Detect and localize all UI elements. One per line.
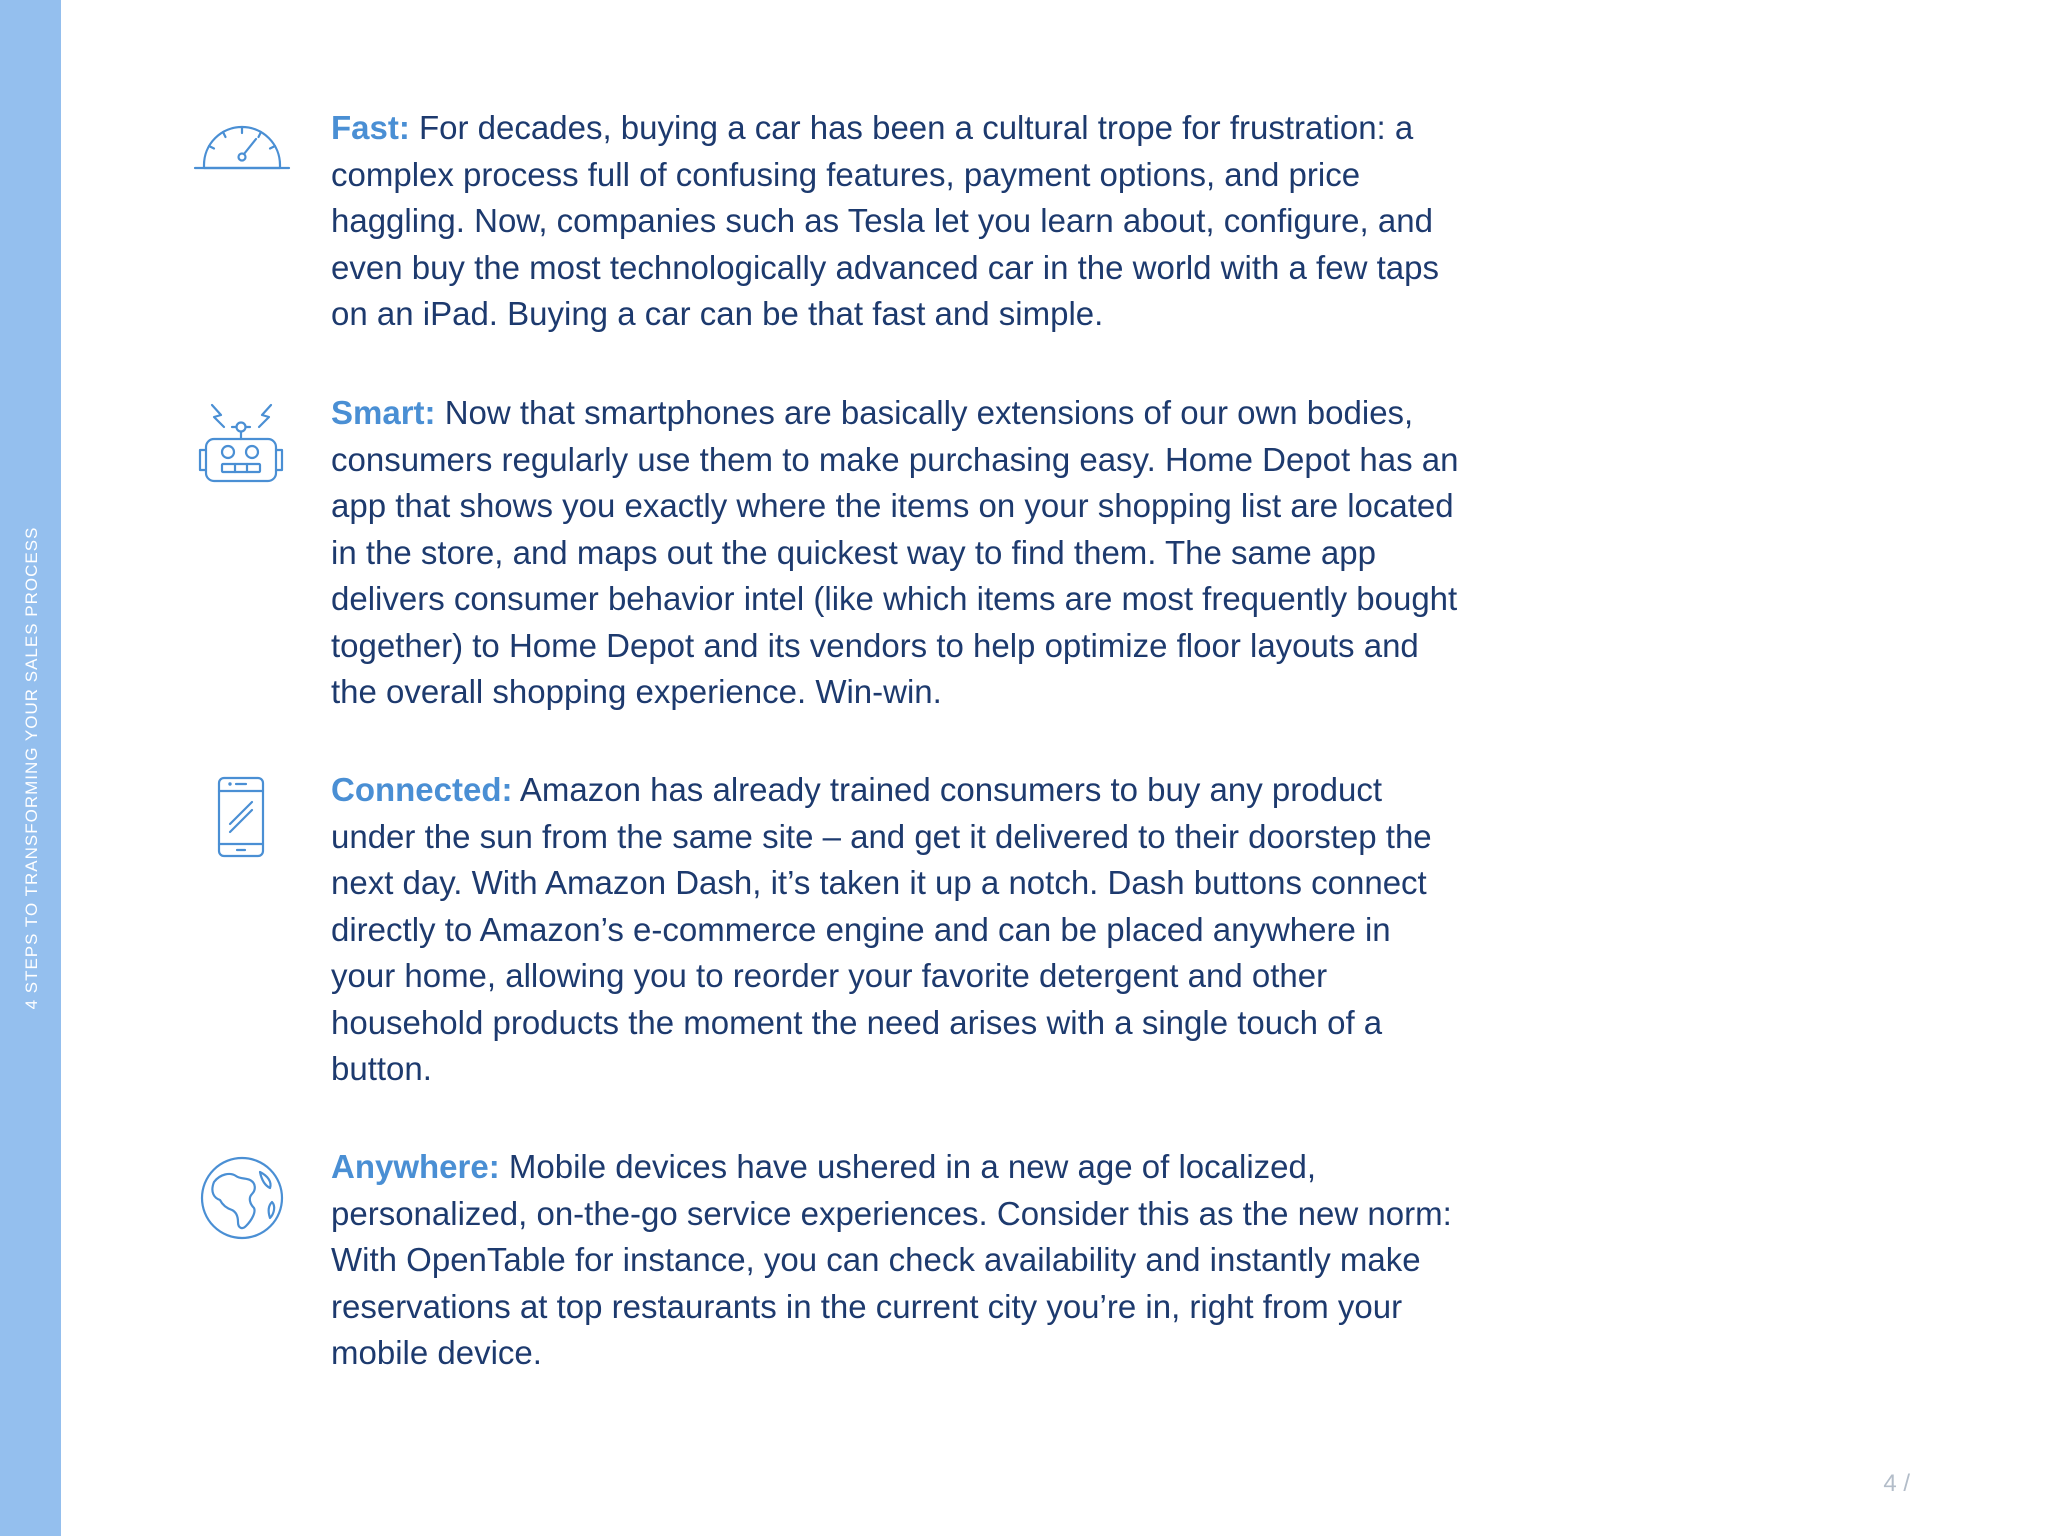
section-text [331, 390, 1461, 716]
speedometer-icon [190, 110, 294, 214]
page-number: 4 / [1883, 1470, 1910, 1497]
side-bar [0, 0, 61, 1536]
section-text [331, 105, 1461, 338]
side-label: 4 STEPS TO TRANSFORMING YOUR SALES PROCESS [22, 526, 41, 1010]
section-text [331, 1144, 1461, 1377]
globe-icon [190, 1146, 294, 1250]
section-body: Amazon has already trained consumers to buy any product under the sun from the same site – and get it delivered to their doorstep the next day. With Amazon Dash, it’s taken it up a notch. Dash buttons connect directly to Amazon’s e-commerce engine and can be placed anywhere in your home, allowing you to reorder your favorite detergent and other household products the moment the need arises with a single touch of a button. [331, 771, 1432, 1087]
smartphone-icon [190, 774, 294, 878]
section-keyword: Anywhere: [331, 1148, 500, 1185]
section-body: For decades, buying a car has been a cultural trope for frustration: a complex process full of confusing features, payment options, and price haggling. Now, companies such as Tesla let you learn about, configure, and even buy the most technologically advanced car in the world with a few taps on an iPad. Buying a car can be that fast and simple. [331, 109, 1439, 332]
robot-icon [190, 398, 294, 502]
section-keyword: Connected: [331, 771, 513, 808]
section-body: Mobile devices have ushered in a new age of localized, personalized, on-the-go service experiences. Consider this as the new norm: With OpenTable for instance, you can check availability and instantly make reservations at top restaurants in the current city you’re in, right from your mobile device. [331, 1148, 1452, 1371]
section-body: Now that smartphones are basically extensions of our own bodies, consumers regularly use them to make purchasing easy. Home Depot has an app that shows you exactly where the items on your shopping list are located in the store, and maps out the quickest way to find them. The same app delivers consumer behavior intel (like which items are most frequently bought together) to Home Depot and its vendors to help optimize floor layouts and the overall shopping experience. Win-win. [331, 394, 1459, 710]
section-text [331, 767, 1461, 1093]
section-keyword: Fast: [331, 109, 410, 146]
section-keyword: Smart: [331, 394, 436, 431]
